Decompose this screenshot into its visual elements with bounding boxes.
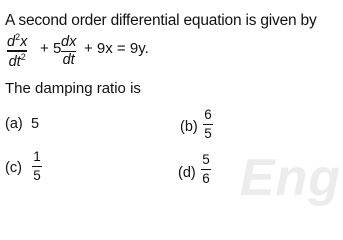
option-d-label[interactable]: (d) (178, 165, 196, 181)
fraction-bar (32, 166, 42, 167)
option-b-label[interactable]: (b) (180, 119, 198, 135)
question-intro: A second order differential equation is given by (5, 12, 317, 29)
fraction-bar (201, 169, 211, 170)
watermark: Eng (239, 149, 341, 207)
option-d-numerator: 5 (202, 152, 210, 167)
first-derivative-numerator: dx (61, 34, 77, 50)
option-a-label[interactable]: (a) (5, 116, 23, 132)
option-c-denominator: 5 (33, 167, 41, 183)
option-a-value[interactable]: 5 (31, 116, 40, 132)
option-d-denominator: 6 (202, 170, 210, 186)
option-d-fraction[interactable] (201, 153, 211, 185)
fraction-bar (203, 124, 213, 125)
option-b-numerator: 6 (204, 107, 212, 122)
question-prompt: The damping ratio is (5, 80, 141, 97)
second-derivative-fraction (7, 33, 27, 69)
second-derivative-numerator: $d^2x$ (7, 32, 28, 50)
second-derivative-denominator: $dt^2$ (8, 51, 26, 70)
plus-sign: + (40, 40, 49, 57)
option-c-fraction[interactable] (32, 150, 42, 182)
first-derivative-fraction (61, 35, 76, 67)
equation-tail: + 9x = 9y. (84, 40, 149, 57)
first-derivative-denominator: dt (62, 51, 75, 68)
damping-coefficient: 5 (53, 40, 62, 57)
option-b-denominator: 5 (204, 125, 212, 141)
option-b-fraction[interactable] (203, 108, 213, 140)
option-c-numerator: 1 (33, 149, 41, 164)
option-c-label[interactable]: (c) (5, 160, 22, 176)
